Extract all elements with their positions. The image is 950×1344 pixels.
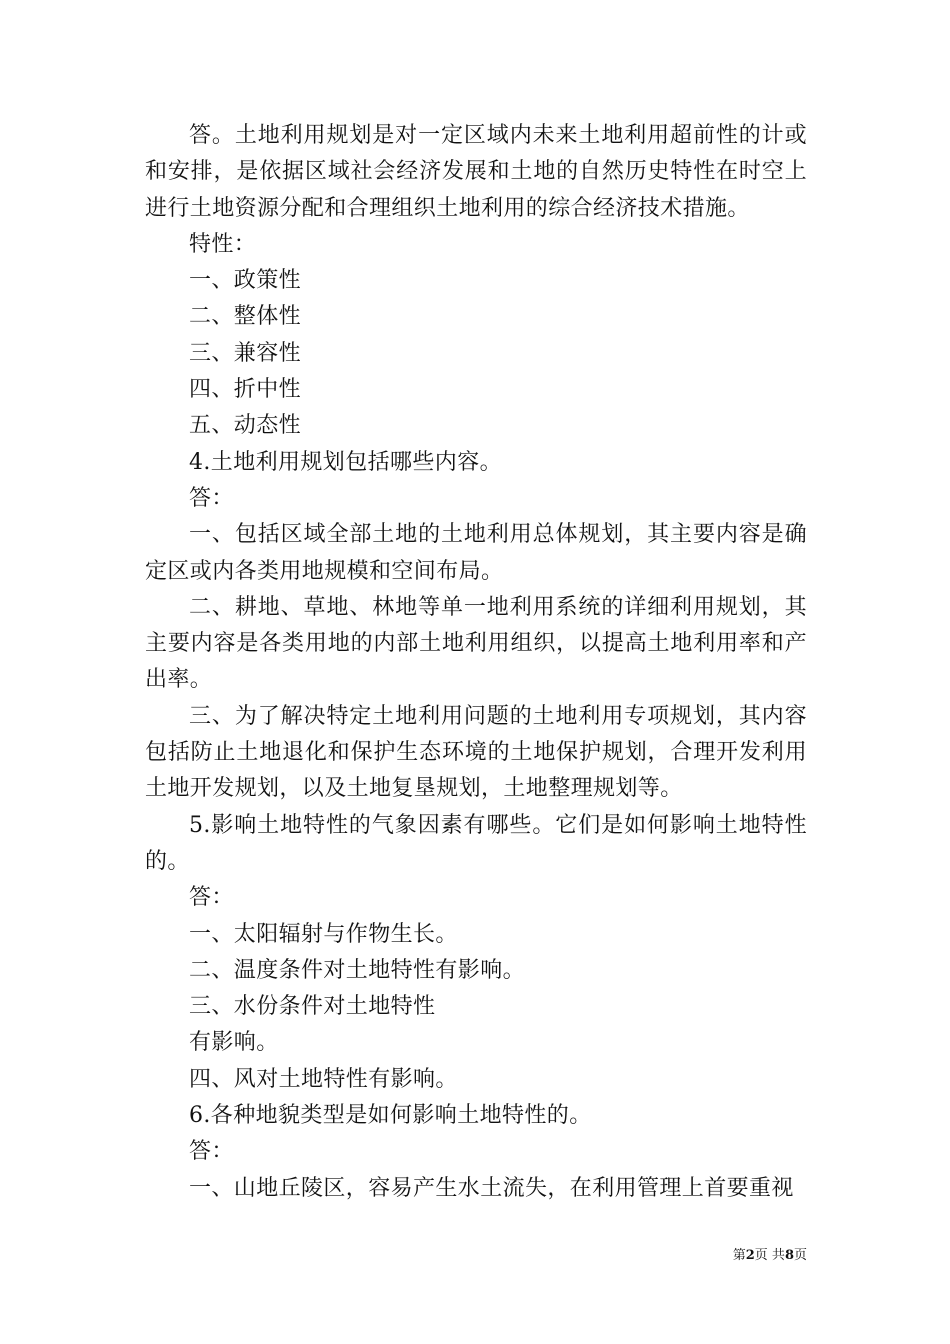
list-item: 一、政策性 (189, 268, 302, 294)
list-item: 四、折中性 (189, 377, 302, 403)
list-item: 二、整体性 (189, 304, 302, 330)
footer-suffix: 页 (793, 1248, 807, 1263)
document-body (145, 118, 807, 1207)
page-number-footer (733, 1248, 807, 1264)
answer-label: 答： (189, 885, 234, 911)
question-6: 6.各种地貌类型是如何影响土地特性的。 (189, 1103, 592, 1129)
paragraph-definition: 答。土地利用规划是对一定区域内未来土地利用超前性的计或和安排，是依据区域社会经济发展和土地的自然历史特性在时空上进行土地资源分配和合理组织土地利用的综合经济技术措施。 (145, 123, 807, 221)
answer-paragraph: 一、山地丘陵区，容易产生水土流失，在利用管理上首要重视 (189, 1175, 794, 1201)
answer-paragraph: 一、包括区域全部土地的土地利用总体规划，其主要内容是确定区或内各类用地规模和空间布局。 (145, 522, 807, 584)
answer-paragraph: 三、为了解决特定土地利用问题的土地利用专项规划，其内容包括防止土地退化和保护生态环境的土地保护规划，合理开发利用土地开发规划，以及土地复垦规划，土地整理规划等。 (145, 703, 807, 802)
current-page-number: 2 (745, 1248, 755, 1263)
list-item: 三、水份条件对土地特性 (189, 994, 436, 1020)
answer-label: 答： (189, 485, 234, 511)
list-item: 四、风对土地特性有影响。 (189, 1066, 458, 1092)
total-page-number: 8 (784, 1248, 794, 1263)
answer-paragraph: 二、耕地、草地、林地等单一地利用系统的详细利用规划，其主要内容是各类用地的内部土地利用组织，以提高土地利用率和产出率。 (145, 594, 807, 693)
footer-prefix: 第 (732, 1248, 746, 1263)
list-item: 一、太阳辐射与作物生长。 (189, 921, 458, 947)
list-item: 三、兼容性 (189, 340, 302, 366)
question-4: 4.土地利用规划包括哪些内容。 (189, 449, 502, 475)
list-item: 五、动态性 (189, 413, 302, 439)
list-item-continuation: 有影响。 (189, 1030, 279, 1056)
answer-label: 答： (189, 1139, 234, 1165)
footer-middle: 页 共 (754, 1248, 785, 1263)
list-item: 二、温度条件对土地特性有影响。 (189, 957, 526, 983)
question-5: 5.影响土地特性的气象因素有哪些。它们是如何影响土地特性的。 (145, 812, 807, 874)
paragraph-characteristics-heading: 特性： (189, 231, 257, 257)
